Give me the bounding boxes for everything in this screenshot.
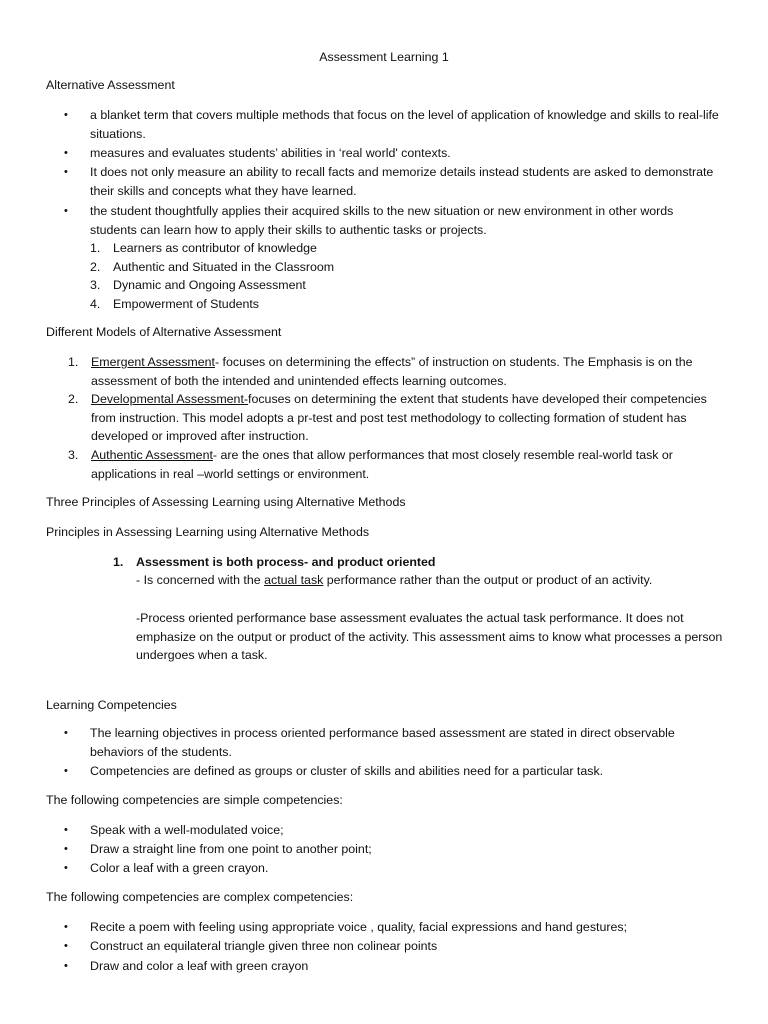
complex-bullet-3: Draw and color a leaf with green crayon [90,959,309,973]
complex-bullet-1: Recite a poem with feeling using appropriate voice , quality, facial expressions and hand gestures; [90,920,628,934]
bullet-mark: • [64,824,68,836]
alt-list-number-2: 2. [90,260,101,274]
bullet-mark: • [64,765,68,777]
section-heading-principles: Principles in Assessing Learning using Alternative Methods [46,525,370,539]
alt-bullet-3: It does not only measure an ability to recall facts and memorize details instead students are asked to demonstrate their skills and concepts what they have learned. [90,165,714,198]
alt-list-number-3: 3. [90,278,101,292]
alt-bullet-1: a blanket term that covers multiple methods that focus on the level of application of knowledge and skills to real-life situations. [90,108,719,141]
document-title: Assessment Learning 1 [319,50,449,64]
complex-bullet-2: Construct an equilateral triangle given three non colinear points [90,939,438,953]
alt-list-item-2: Authentic and Situated in the Classroom [113,260,335,274]
model-term-1: Emergent Assessment [91,355,215,369]
section-heading-complex-competencies: The following competencies are complex competencies: [46,890,354,904]
model-item-1 [91,353,721,390]
simple-bullet-2: Draw a straight line from one point to another point; [90,842,372,856]
model-item-3 [91,446,721,483]
bullet-mark: • [64,921,68,933]
alt-bullet-4: the student thoughtfully applies their acquired skills to the new situation or new environment in other words students can learn how to apply their skills to authentic tasks or projects. [90,204,674,237]
section-heading-simple-competencies: The following competencies are simple competencies: [46,793,343,807]
section-heading-alternative-assessment: Alternative Assessment [46,78,175,92]
bullet-mark: • [64,166,68,178]
principle-line-1 [136,571,736,590]
model-number-2: 2. [68,392,79,406]
bullet-mark: • [64,147,68,159]
model-item-2 [91,390,721,446]
alt-list-item-3: Dynamic and Ongoing Assessment [113,278,306,292]
bullet-mark: • [64,205,68,217]
model-number-3: 3. [68,448,79,462]
principle-title-1: Assessment is both process- and product oriented [136,555,436,569]
alt-list-item-1: Learners as contributor of knowledge [113,241,317,255]
section-heading-three-principles: Three Principles of Assessing Learning using Alternative Methods [46,495,406,509]
competency-bullet-1: The learning objectives in process oriented performance based assessment are stated in direct observable behaviors of the students. [90,726,675,759]
section-heading-models: Different Models of Alternative Assessment [46,325,282,339]
bullet-mark: • [64,862,68,874]
model-term-2: Developmental Assessment- [91,392,249,406]
alt-list-number-1: 1. [90,241,101,255]
model-desc-2: focuses on determining the extent that students have developed their competencies from instruction. This model adopts a pr-test and post test methodology to collecting formation of student has developed or improved after instruction. [91,392,707,444]
model-desc-1: - focuses on determining the effects” of instruction on students. The Emphasis is on the assessment of both the intended and unintended effects learning outcomes. [91,355,693,388]
alt-list-number-4: 4. [90,297,101,311]
bullet-mark: • [64,109,68,121]
simple-bullet-1: Speak with a well-modulated voice; [90,823,284,837]
alt-bullet-2: measures and evaluates students’ abilities in ‘real world' contexts. [90,146,451,160]
principle-number-1: 1. [113,555,124,569]
bullet-mark: • [64,960,68,972]
bullet-mark: • [64,727,68,739]
model-desc-3: - are the ones that allow performances that most closely resemble real-world task or applications in real –world settings or environment. [91,448,673,481]
simple-bullet-3: Color a leaf with a green crayon. [90,861,269,875]
section-heading-learning-competencies: Learning Competencies [46,698,177,712]
principle-line-post: performance rather than the output or product of an activity. [323,573,653,587]
model-term-3: Authentic Assessment [91,448,213,462]
competency-bullet-2: Competencies are defined as groups or cluster of skills and abilities need for a particular task. [90,764,604,778]
principle-paragraph: -Process oriented performance base assessment evaluates the actual task performance. It does not emphasize on the output or product of the activity. This assessment aims to know what processes a person undergoes when a task. [136,611,723,663]
principle-line-pre: - Is concerned with the [136,573,265,587]
principle-line-underlined: actual task [264,573,324,587]
model-number-1: 1. [68,355,79,369]
bullet-mark: • [64,940,68,952]
alt-list-item-4: Empowerment of Students [113,297,260,311]
bullet-mark: • [64,843,68,855]
